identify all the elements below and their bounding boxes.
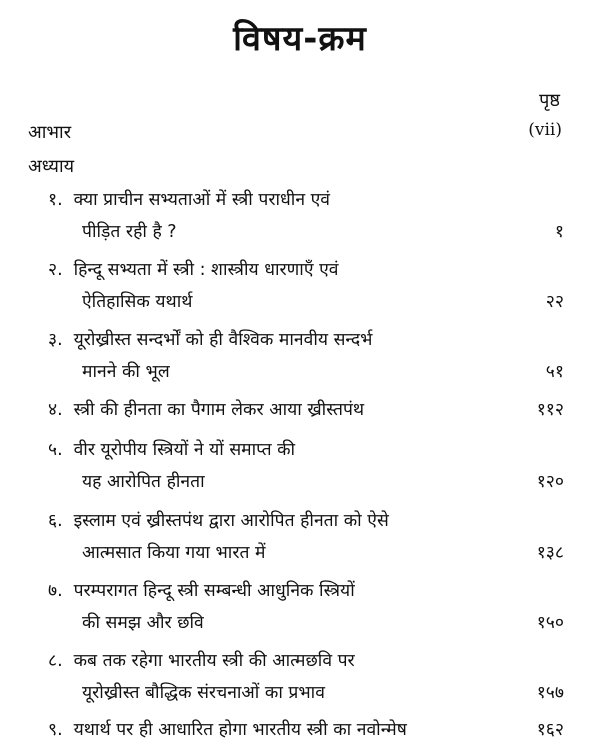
toc-entry	[48, 505, 564, 569]
chapter-page: १२०	[536, 472, 564, 492]
page-title: विषय-क्रम	[233, 19, 367, 59]
chapter-title-line1: हिन्दू सभ्यता में स्त्री : शास्त्रीय धारणाएँ एवं	[73, 260, 339, 280]
chapter-page: १५७	[536, 683, 564, 703]
chapter-title-line1: क्या प्राचीन सभ्यताओं में स्त्री पराधीन एवं	[73, 190, 331, 210]
chapter-title-line2: ऐतिहासिक यथार्थ	[82, 292, 193, 312]
chapter-title-line2: यूरोख्रीस्त बौद्धिक संरचनाओं का प्रभाव	[82, 683, 325, 703]
toc-entry	[48, 184, 564, 248]
chapter-page: १	[554, 222, 564, 242]
page-column-label: पृष्ठ	[539, 90, 560, 111]
front-matter-row	[28, 120, 562, 144]
chapter-title-line2: आत्मसात किया गया भारत में	[82, 543, 266, 563]
chapter-number: ३.	[48, 330, 63, 350]
chapter-title-line1: यथार्थ पर ही आधारित होगा भारतीय स्त्री का नवोन्मेष	[73, 720, 407, 740]
chapter-title-line1: इस्लाम एवं ख्रीस्तपंथ द्वारा आरोपित हीनता को ऐसे	[73, 511, 389, 531]
chapter-page: ११२	[536, 400, 564, 420]
chapter-number: ४.	[48, 400, 63, 420]
toc-entry	[48, 645, 564, 709]
chapter-number: २.	[48, 260, 63, 280]
chapter-number: ५.	[48, 440, 63, 460]
chapter-page: २२	[545, 292, 564, 312]
toc-entry	[48, 434, 564, 498]
chapter-page: १५०	[536, 613, 564, 633]
toc-entry	[48, 324, 564, 388]
chapter-number: ७.	[48, 581, 63, 601]
chapter-title-line2: पीड़ित रही है ?	[82, 222, 177, 242]
chapter-number: १.	[48, 190, 63, 210]
chapter-title-line1: कब तक रहेगा भारतीय स्त्री की आत्मछवि पर	[73, 651, 355, 671]
chapter-number: ९.	[48, 720, 63, 740]
chapter-title-line2: यह आरोपित हीनता	[82, 472, 205, 492]
chapter-title-line1: यूरोख्रीस्त सन्दर्भों को ही वैश्विक मानवीय सन्दर्भ	[73, 330, 373, 350]
section-label: अध्याय	[28, 156, 75, 177]
toc-entry	[48, 394, 564, 426]
toc-entry	[48, 575, 564, 639]
chapter-title-line1: स्त्री की हीनता का पैगाम लेकर आया ख्रीस्तपंथ	[73, 400, 365, 420]
chapter-page: ५१	[545, 362, 564, 382]
chapter-page: १३८	[536, 543, 564, 563]
chapter-title-line2: की समझ और छवि	[82, 613, 204, 633]
chapter-title-line2: मानने की भूल	[82, 362, 170, 382]
chapter-page: १६२	[536, 720, 564, 740]
front-matter-page: (vii)	[528, 120, 562, 140]
chapter-number: ६.	[48, 511, 63, 531]
toc-entry	[48, 714, 564, 746]
chapter-title-line1: परम्परागत हिन्दू स्त्री सम्बन्धी आधुनिक स्त्रियों	[73, 581, 355, 601]
front-matter-label: आभार	[28, 122, 72, 143]
toc-entry	[48, 254, 564, 318]
chapter-number: ८.	[48, 651, 63, 671]
chapter-title-line1: वीर यूरोपीय स्त्रियों ने यों समाप्त की	[73, 440, 296, 460]
